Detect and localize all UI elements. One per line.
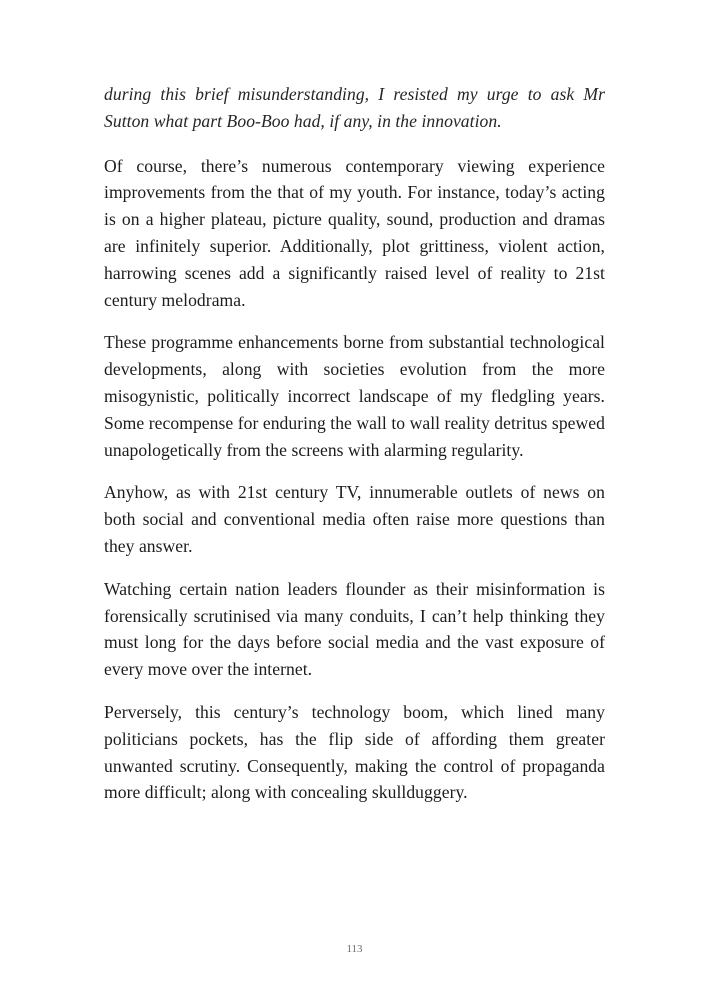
paragraph-5: Watching certain nation leaders flounder as their misinformation is forensically scrutinised via many conduits, I can’t help thinking they must long for the days before social media and the vast exposure of every move over the internet.: [104, 578, 605, 680]
paragraph-3: These programme enhancements borne from substantial technological developments, along with societies evolution from the more misogynistic, politically incorrect landscape of my fledgling years. Some recompense for enduring the wall to wall reality detritus spewed unapologetically from the screens with alarming regularity.: [104, 332, 605, 460]
paragraph-4: Anyhow, as with 21st century TV, innumerable outlets of news on both social and conventional media often raise more questions than they answer.: [104, 482, 605, 556]
page-number: 113: [346, 943, 363, 955]
paragraph-2: Of course, there’s numerous contemporary viewing experience improvements from the that of my youth. For instance, today’s acting is on a higher plateau, picture quality, sound, production and dramas are infinitely superior. Additionally, plot grittiness, violent action, harrowing scenes add a significantly raised level of reality to 21st century melodrama.: [104, 155, 605, 310]
paragraph-1: during this brief misunderstanding, I resisted my urge to ask Mr Sutton what part Boo-Boo had, if any, in the innovation.: [104, 84, 605, 131]
body-text: [104, 81, 605, 822]
paragraph-6: Perversely, this century’s technology boom, which lined many politicians pockets, has the flip side of affording them greater unwanted scrutiny. Consequently, making the control of propaganda more difficult; along with concealing skullduggery.: [104, 701, 605, 803]
